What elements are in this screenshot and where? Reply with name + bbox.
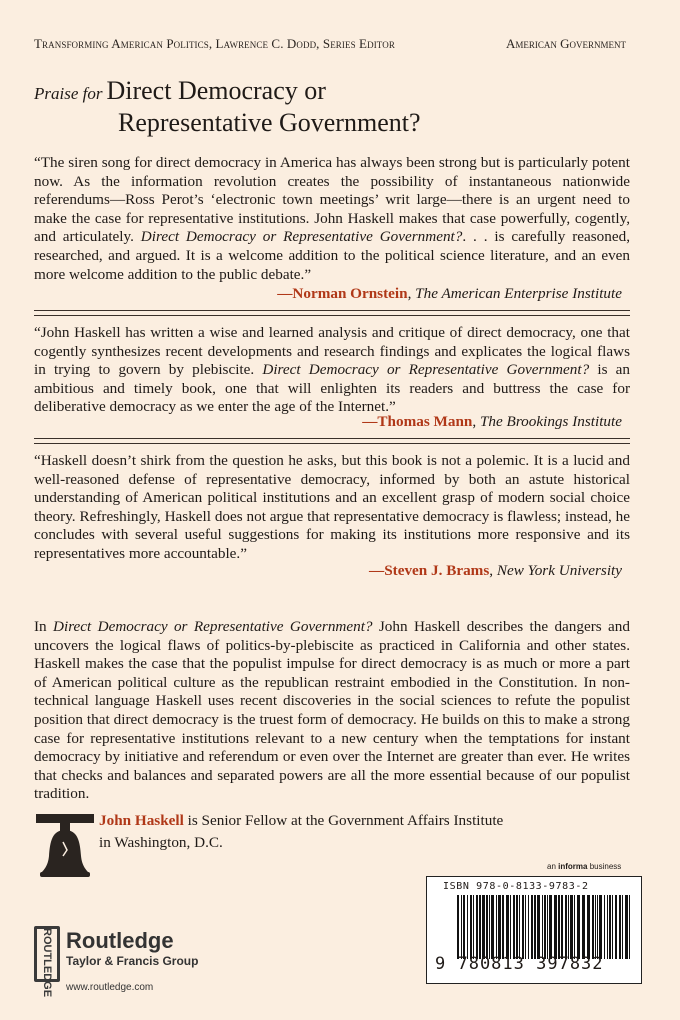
praise-title-line1: Direct Democracy or xyxy=(106,76,326,105)
endorser-name: —Norman Ornstein xyxy=(277,285,408,302)
quote-text: “The siren song for direct democracy in America has always been strong but is particularly potent now. As the information revolution creates the possibility of instantaneous nationwide referendums—Ross Perot’s ‘electronic town meetings’ writ large—there is an urgent need to make the case for representative institutions. John Haskell makes that case powerfully, cogently, and articulately. xyxy=(34,154,630,246)
endorser-name: —Steven J. Brams xyxy=(369,562,490,579)
endorsement-quote xyxy=(34,452,630,564)
endorsement-attribution: —Steven J. Brams, New York University xyxy=(369,562,622,579)
publisher-name: Routledge xyxy=(66,928,174,953)
endorsement-quote xyxy=(34,154,630,284)
author-bio-line: is Senior Fellow at the Government Affairs Institute xyxy=(183,812,504,829)
author-name: John Haskell xyxy=(99,812,184,829)
divider xyxy=(34,438,630,444)
divider xyxy=(34,310,630,316)
book-title: Direct Democracy or Representative Government? xyxy=(140,228,463,246)
quote-text: “Haskell doesn’t shirk from the question he asks, but this book is not a polemic. It is a lucid and well-reasoned defense of representative democracy, informed by both an astute historical understanding of American political institutions and an excellent grasp of modern social choice theory. Refreshingly, Haskell does not argue that representative democracy is flawless; instead, he concludes with several useful suggestions for making its institutions more responsive and its representatives more accountable.” xyxy=(34,452,630,562)
tagline-text: an xyxy=(547,862,559,871)
description-text: John Haskell describes the dangers and uncovers the logical flaws of politics-by-plebiscite as practiced in California and other states. Haskell makes the case that the populist impulse for direct democracy is as much or more a part of American political culture as the republican restraint embodied in the Constitution. In non-technical language Haskell uses recent discoveries in the social sciences to refute the populist position that direct democracy is the truest form of democracy. He builds on this to make a strong case for representative institutions relevant to a new century when the temptations for instant democracy by initiative and referendum or even over the Internet are greater than ever. He writes that checks and balances and separated powers are all the more essential because of our populist tradition. xyxy=(34,618,630,803)
isbn-number: ISBN 978-0-8133-9783-2 xyxy=(443,881,589,892)
routledge-logo-text: ROUTLEDGE xyxy=(41,928,53,998)
praise-title-line2: Representative Government? xyxy=(118,108,421,137)
endorsement-quote xyxy=(34,324,630,417)
liberty-bell-icon xyxy=(34,812,96,882)
endorsement-attribution: —Thomas Mann, The Brookings Institute xyxy=(362,413,622,430)
endorser-name: —Thomas Mann xyxy=(362,413,473,430)
description-text: In xyxy=(34,618,54,635)
barcode-bars xyxy=(457,895,633,959)
book-title: Direct Democracy or Representative Government? xyxy=(53,618,373,635)
publisher-group: Taylor & Francis Group xyxy=(66,954,199,968)
ean-number: 9 780813 397832 xyxy=(435,954,604,974)
isbn-barcode xyxy=(426,876,642,984)
series-line: Transforming American Politics, Lawrence C. Dodd, Series Editor xyxy=(34,36,395,51)
tagline-brand: informa xyxy=(558,862,588,871)
informa-tagline xyxy=(547,862,621,871)
subject-category: American Government xyxy=(505,36,626,51)
praise-heading xyxy=(34,76,421,137)
quote-text: is an ambitious and timely book, one that will enlighten its readers and buttress the case for deliberative democracy as we enter the age of the Internet.” xyxy=(34,361,630,416)
endorser-org: The Brookings Institute xyxy=(479,413,622,430)
endorser-org: The American Enterprise Institute xyxy=(415,285,622,302)
routledge-logo xyxy=(34,926,60,998)
quote-text: “John Haskell has written a wise and learned analysis and critique of direct democracy, one that cogently synthesizes recent developments and research findings and explicates the logical flaws in trying to govern by plebiscite. xyxy=(34,324,630,379)
author-bio-line: in Washington, D.C. xyxy=(99,834,223,851)
praise-lead: Praise for xyxy=(34,84,103,103)
endorsement-attribution: —Norman Ornstein, The American Enterprise Institute xyxy=(277,285,622,302)
quote-text: . . . is carefully reasoned, researched, and argued. It is a welcome addition to the political science literature, and an even more welcome addition to the public debate.” xyxy=(34,228,630,283)
book-title: Direct Democracy or Representative Government? xyxy=(262,361,590,379)
publisher-url: www.routledge.com xyxy=(66,982,154,993)
tagline-text: business xyxy=(587,862,622,871)
author-bio xyxy=(99,810,503,854)
book-description xyxy=(34,618,630,804)
endorser-org: New York University xyxy=(496,562,622,579)
